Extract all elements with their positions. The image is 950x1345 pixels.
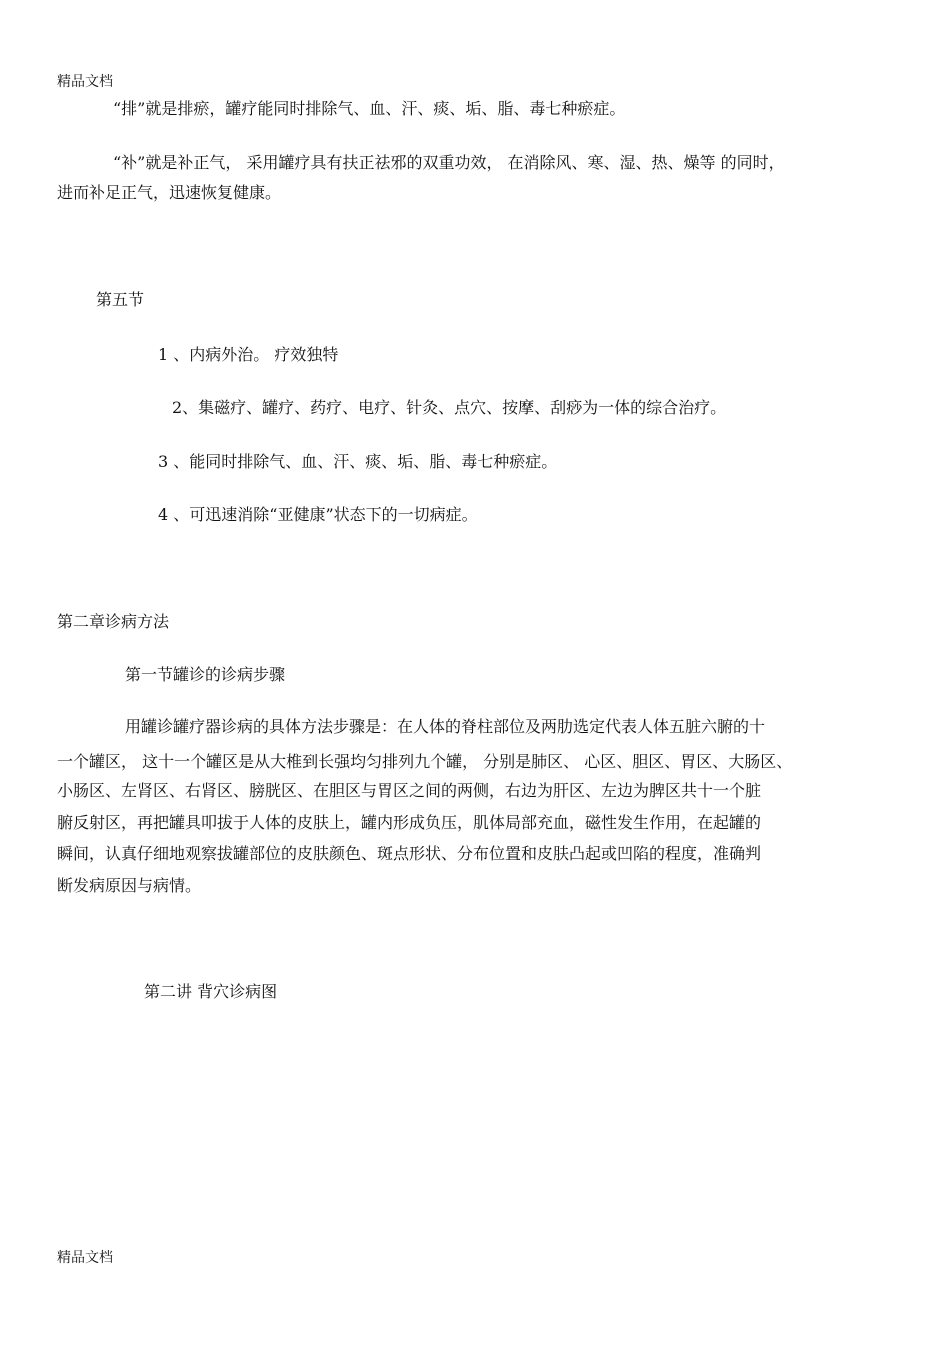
body-line-6: 断发病原因与病情。 (57, 876, 202, 895)
section-5-item-1: 1 、内病外治。 疗效独特 (158, 345, 339, 364)
paragraph-bu-line-1: “补”就是补正气， 采用罐疗具有扶正祛邪的双重功效， 在消除风、寒、湿、热、燥等 的同时， (113, 153, 785, 172)
page-footer: 精品文档 (57, 1250, 113, 1266)
section-1-title: 第一节罐诊的诊病步骤 (125, 665, 286, 684)
section-5-item-4: 4 、可迅速消除“亚健康”状态下的一切病症。 (158, 505, 478, 524)
lecture-2-title: 第二讲 背穴诊病图 (144, 982, 278, 1001)
paragraph-bu-line-2: 进而补足正气，迅速恢复健康。 (57, 183, 282, 202)
section-5-item-3: 3 、能同时排除气、血、汗、痰、垢、脂、毒七种瘀症。 (158, 452, 558, 471)
body-line-3: 小肠区、左肾区、右肾区、膀胱区、在胆区与胃区之间的两侧，右边为肝区、左边为脾区共十一个脏 (57, 781, 762, 800)
body-line-5: 瞬间，认真仔细地观察拔罐部位的皮肤颜色、斑点形状、分布位置和皮肤凸起或凹陷的程度，准确判 (57, 844, 762, 863)
page-header: 精品文档 (57, 74, 113, 90)
section-5-item-2: 2、集磁疗、罐疗、药疗、电疗、针灸、点穴、按摩、刮痧为一体的综合治疗。 (172, 398, 727, 417)
body-line-4: 腑反射区，再把罐具叩拔于人体的皮肤上，罐内形成负压，肌体局部充血，磁性发生作用，在起罐的 (57, 813, 762, 832)
body-line-1: 用罐诊罐疗器诊病的具体方法步骤是：在人体的脊柱部位及两肋选定代表人体五脏六腑的十 (125, 717, 766, 736)
paragraph-pai: “排”就是排瘀，罐疗能同时排除气、血、汗、痰、垢、脂、毒七种瘀症。 (113, 99, 626, 118)
section-5-title: 第五节 (96, 290, 145, 309)
body-line-2: 一个罐区， 这十一个罐区是从大椎到长强均匀排列九个罐， 分别是肺区、 心区、胆区、胃区、大肠区、 (57, 752, 793, 771)
chapter-2-title: 第二章诊病方法 (57, 612, 170, 631)
